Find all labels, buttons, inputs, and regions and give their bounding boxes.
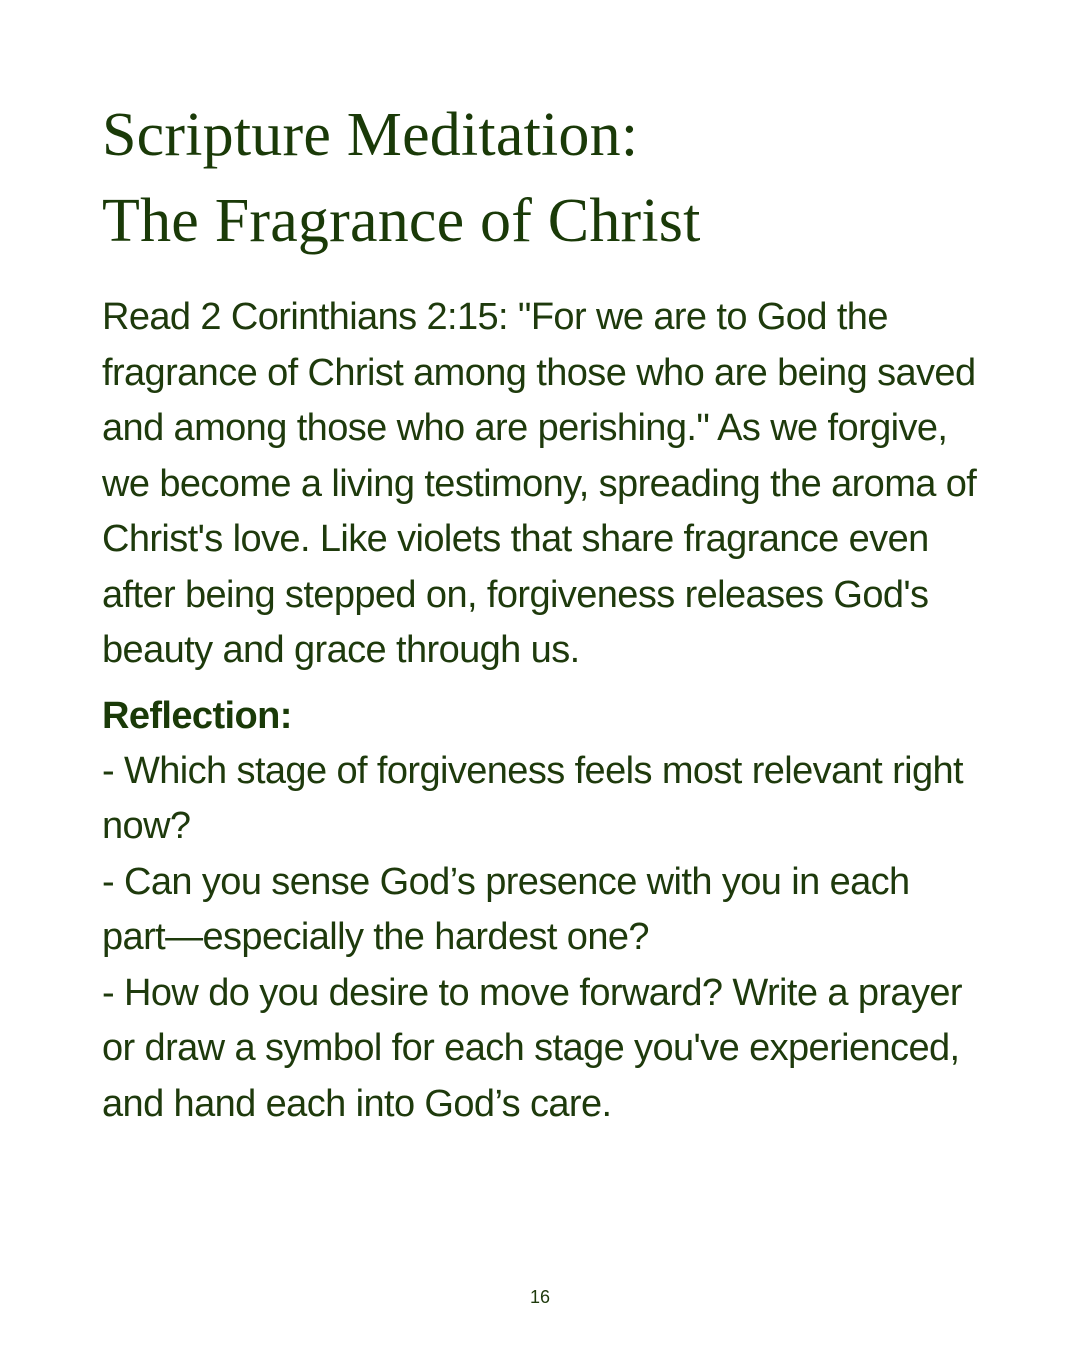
page-number: 16 xyxy=(529,1287,551,1307)
reflection-item: - Can you sense God’s presence with you in each part—especially the hardest one? xyxy=(102,860,910,958)
reflection-item: - How do you desire to move forward? Write a prayer or draw a symbol for each stage you've experienced, and hand each into God’s care. xyxy=(102,971,962,1125)
page-title xyxy=(102,92,982,264)
intro-paragraph: Read 2 Corinthians 2:15: "For we are to God the fragrance of Christ among those who are being saved and among those who are perishing." As we forgive, we become a living testimony, spreading the aroma of Christ's love. Like violets that share fragrance even after being stepped on, forgiveness releases God's beauty and grace through us. xyxy=(102,296,977,671)
reflection-list xyxy=(102,744,982,1133)
reflection-item: - Which stage of forgiveness feels most relevant right now? xyxy=(102,749,963,847)
reflection-heading: Reflection: xyxy=(102,694,292,737)
document-page xyxy=(102,92,982,1132)
title-line-2: The Fragrance of Christ xyxy=(102,187,701,255)
title-line-1: Scripture Meditation: xyxy=(102,101,639,169)
